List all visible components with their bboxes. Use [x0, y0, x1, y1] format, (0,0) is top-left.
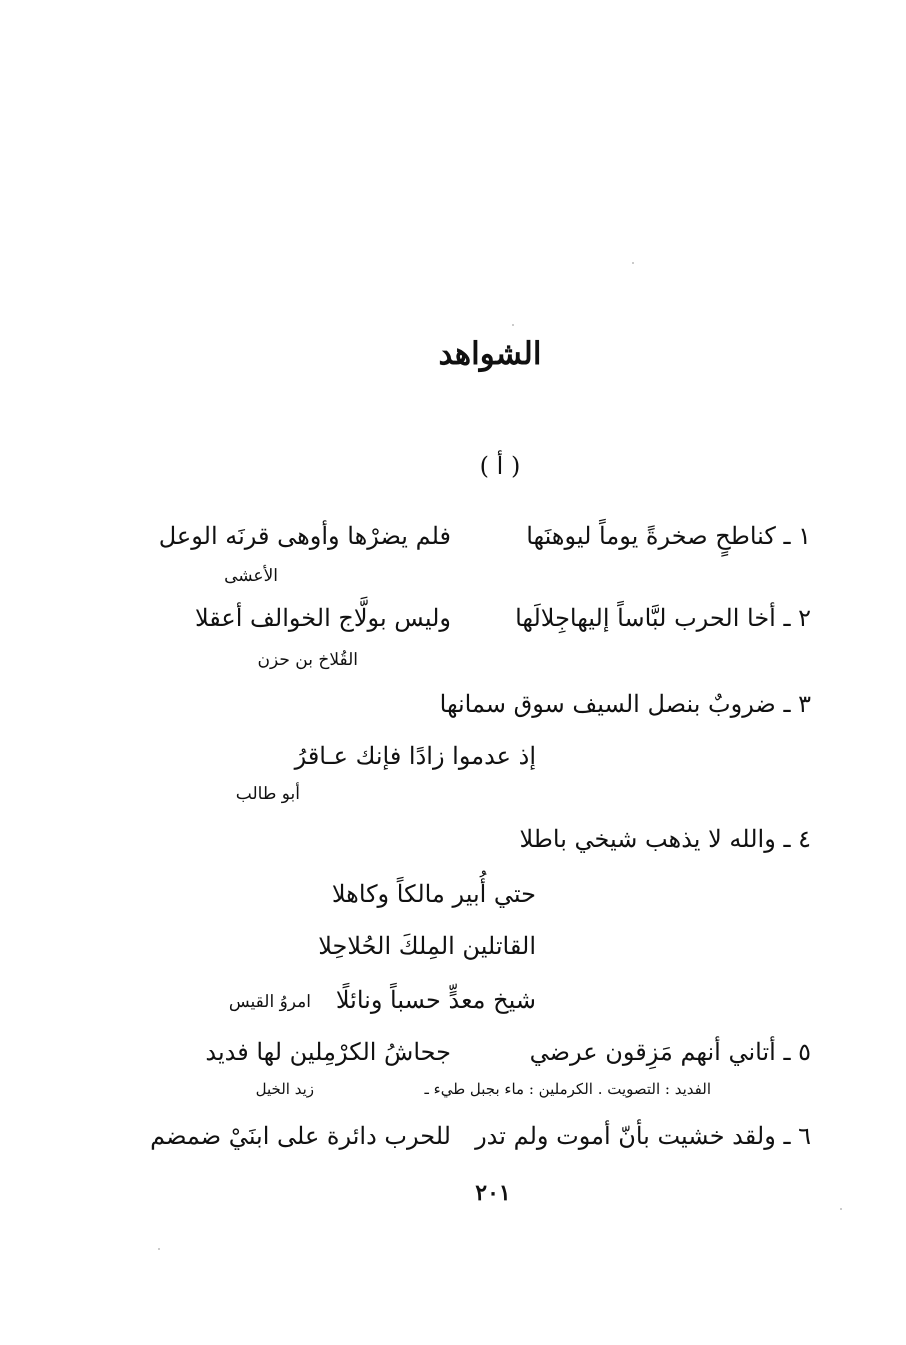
section-heading: ( أ )	[479, 452, 521, 480]
verse-6-first-hemistich: ٦ ـ ولقد خشيت بأنّ أموت ولم تدر	[475, 1122, 811, 1150]
poet-2: القُلاخ بن حزن	[257, 650, 358, 670]
verse-5-first-hemistich: ٥ ـ أتاني أنهم مَزِقون عرضي	[529, 1038, 811, 1066]
scan-speck	[840, 1208, 842, 1210]
page-number: ٢٠١	[475, 1180, 511, 1206]
scan-speck	[632, 262, 634, 264]
verse-3-first-hemistich: ٣ ـ ضروبٌ بنصل السيف سوق سمانها	[439, 690, 811, 718]
scan-speck	[158, 1248, 160, 1250]
scan-speck	[512, 324, 514, 326]
verse-2-first-hemistich: ٢ ـ أخا الحرب لبَّاساً إليهاجِلالَها	[515, 604, 811, 632]
verse-1-second-hemistich: فلم يضرْها وأوهى قرنَه الوعل	[158, 522, 451, 550]
verse-2-second-hemistich: وليس بولَّاج الخوالف أعقلا	[194, 604, 451, 632]
poet-3: أبو طالب	[235, 784, 300, 804]
verse-3-second-hemistich: إذ عدموا زادًا فإنك عـاقرُ	[294, 742, 536, 770]
verse-4-line-4: شيخ معدٍّ حسباً ونائلًا	[335, 986, 536, 1014]
verse-6-second-hemistich: للحرب دائرة على ابنَيْ ضمضم	[150, 1122, 451, 1150]
verse-1-first-hemistich: ١ ـ كناطحٍ صخرةً يوماً ليوهنَها	[526, 522, 811, 550]
poet-4: امروُ القيس	[228, 992, 311, 1012]
poet-1: الأعشى	[224, 566, 278, 586]
verse-5-second-hemistich: جحاشُ الكرْمِلين لها فديد	[205, 1038, 451, 1066]
page-title: الشواهد	[438, 336, 542, 372]
verse-4-line-2: حتي أُبير مالكاً وكاهلا	[331, 880, 536, 908]
verse-5-footnote: الفديد : التصويت . الكرملين : ماء بجبل طيء ـ	[424, 1080, 711, 1098]
verse-4-line-3: القاتلين المِلكَ الحُلاحِلا	[318, 932, 536, 960]
poet-5: زيد الخيل	[255, 1080, 314, 1098]
verse-4-line-1: ٤ ـ والله لا يذهب شيخي باطلا	[519, 825, 811, 853]
